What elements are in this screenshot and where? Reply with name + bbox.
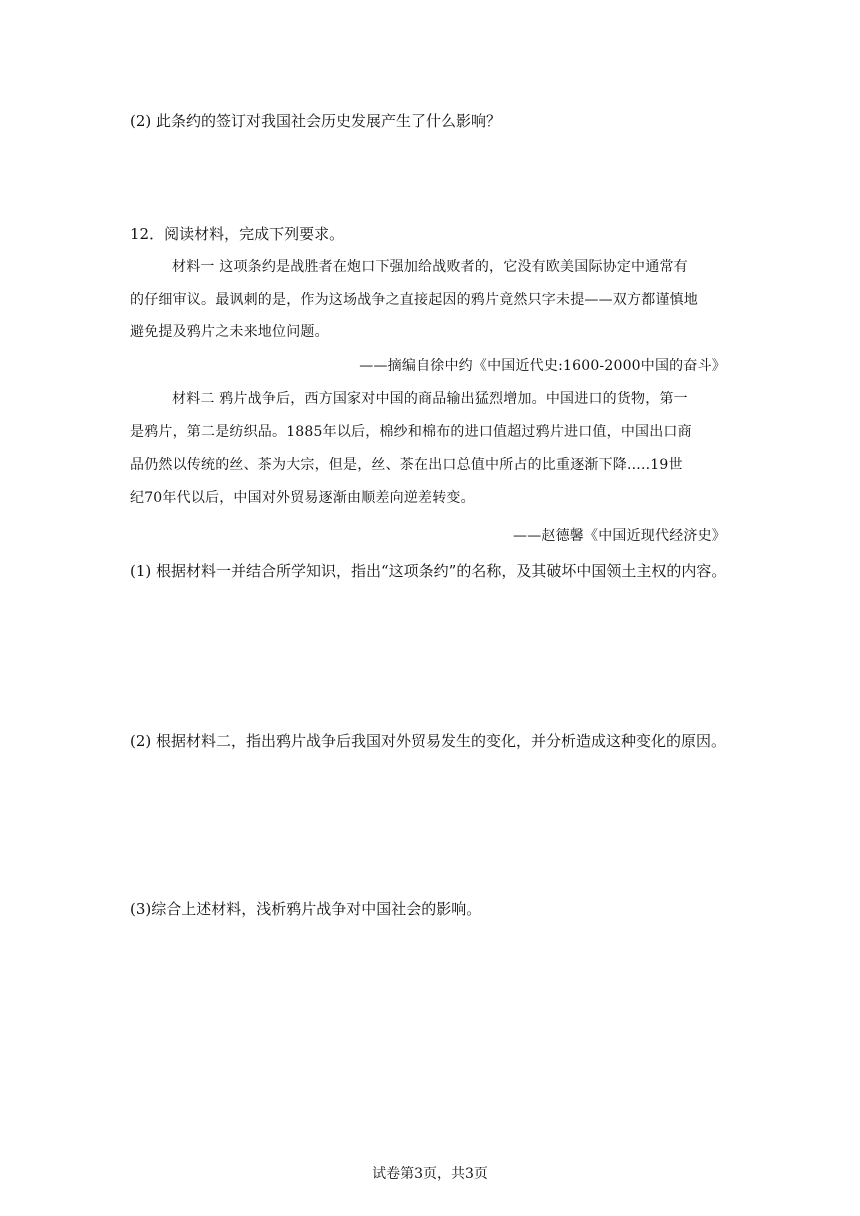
material2-line3: 品仍然以传统的丝、茶为大宗，但是，丝、茶在出口总值中所占的比重逐渐下降.....19世 [130,457,683,473]
q12-sub-question-3: (3)综合上述材料，浅析鸦片战争对中国社会的影响。 [130,900,482,918]
material1-line3: 避免提及鸦片之未来地位问题。 [130,324,329,340]
page-footer: 试卷第3页，共3页 [372,1166,488,1182]
material2-line1: 材料二 鸦片战争后，西方国家对中国的商品输出猛烈增加。中国进口的货物，第一 [172,391,688,407]
material1-source: ——摘编自徐中约《中国近代史:1600-2000中国的奋斗》 [359,358,726,374]
material2-line2: 是鸦片，第二是纺织品。1885年以后，棉纱和棉布的进口值超过鸦片进口值，中国出口商 [130,424,692,440]
q12-sub-question-1: (1) 根据材料一并结合所学知识，指出“这项条约”的名称，及其破坏中国领土主权的内容。 [130,562,727,580]
q12-heading: 12．阅读材料，完成下列要求。 [130,225,345,243]
q12-sub-question-2: (2) 根据材料二，指出鸦片战争后我国对外贸易发生的变化，并分析造成这种变化的原因。 [130,732,727,750]
material1-line2: 的仔细审议。最讽刺的是，作为这场战争之直接起因的鸦片竟然只字未提——双方都谨慎地 [130,292,698,308]
material1-line1: 材料一 这项条约是战胜者在炮口下强加给战败者的，它没有欧美国际协定中通常有 [172,259,688,275]
q11-sub-question-2: (2) 此条约的签订对我国社会历史发展产生了什么影响？ [130,112,502,130]
material2-line4: 纪70年代以后，中国对外贸易逐渐由顺差向逆差转变。 [130,490,475,506]
material2-source: ——赵德馨《中国近现代经济史》 [513,528,726,544]
